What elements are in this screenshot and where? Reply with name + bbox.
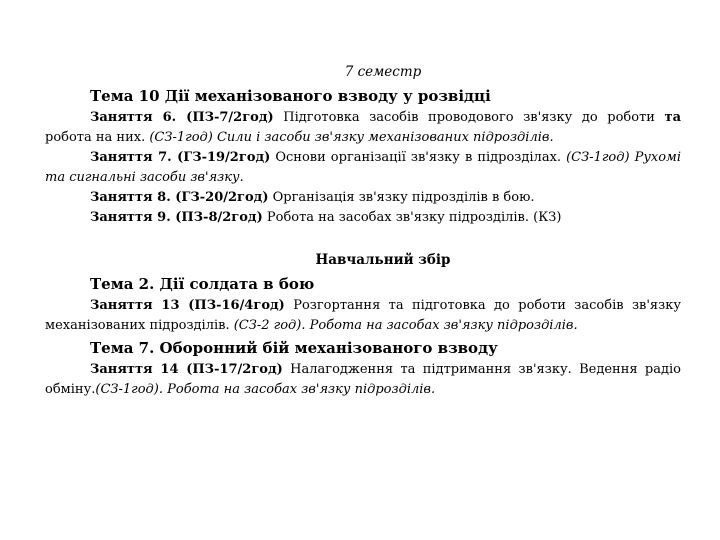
semester-title: 7 семестр [344,64,422,80]
lesson-8-text: Організація зв'язку підрозділів в бою. [268,190,535,205]
lesson-13-tail: (СЗ-2 год). Робота на засобах зв'язку підрозділів. [233,318,578,333]
lesson-7-tail: (СЗ-1год) Рухомі та сигнальні засоби зв'язку. [45,150,681,185]
lesson-6 [45,108,681,148]
lesson-6-code: Заняття 6. (ПЗ-7/2год) [90,110,274,125]
topic-7-title: Тема 7. Оборонний бій механізованого взводу [90,339,498,357]
topic-10-title: Тема 10 Дії механізованого взводу у розвідці [90,87,491,105]
training-section-title: Навчальний збір [315,252,451,268]
lesson-8-code: Заняття 8. (ГЗ-20/2год) [90,190,269,205]
lesson-7-code: Заняття 7. (ГЗ-19/2год) [90,150,271,165]
lesson-13-text: Розгортання та підготовка до роботи засобів зв'язку механізованих підрозділів. [45,298,681,333]
lesson-6-text-2: робота на них. [45,130,150,145]
lesson-9-code: Заняття 9. (ПЗ-8/2год) [90,210,263,225]
lesson-7-text: Основи організації зв'язку в підрозділах. [270,150,567,165]
lesson-8 [45,188,681,208]
lesson-9-text: Робота на засобах зв'язку підрозділів. (КЗ) [262,210,562,225]
lesson-9 [45,208,681,228]
lesson-13 [45,296,681,336]
lesson-14-tail: (СЗ-1год). Робота на засобах зв'язку підрозділів. [95,382,436,397]
lesson-14-text: Налагодження та підтримання зв'язку. Ведення радіо обміну. [45,362,681,397]
spacer [45,228,681,250]
document-page [45,62,681,400]
lesson-14-code: Заняття 14 (ПЗ-17/2год) [90,362,283,377]
lesson-7 [45,148,681,188]
lesson-13-code: Заняття 13 (ПЗ-16/4год) [90,298,285,313]
topic-2-title: Тема 2. Дії солдата в бою [90,275,315,293]
lesson-14 [45,360,681,400]
lesson-6-tail: (СЗ-1год) Сили і засоби зв'язку механізованих підрозділів. [149,130,554,145]
lesson-6-text: Підготовка засобів проводового зв'язку до роботи [273,110,665,125]
lesson-6-bold-word: та [664,110,682,125]
